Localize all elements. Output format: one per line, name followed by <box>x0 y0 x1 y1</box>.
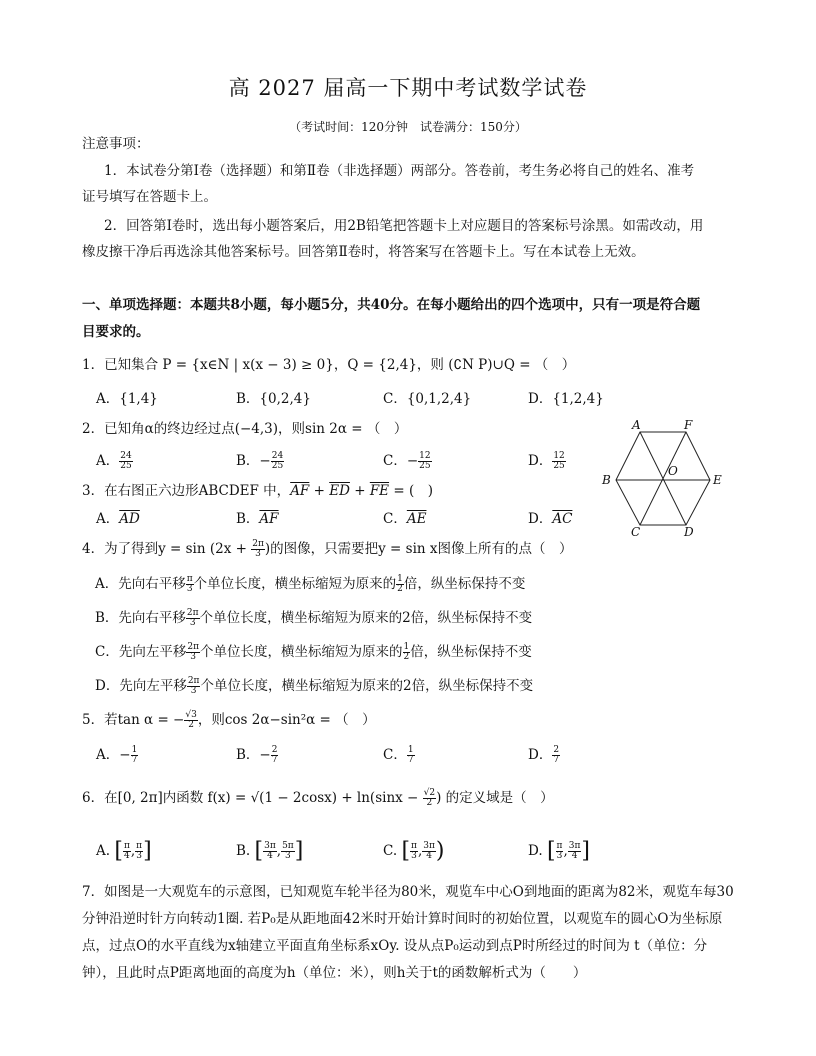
notice-item2-line2: 橡皮擦干净后再选涂其他答案标号。回答第Ⅱ卷时，将答案写在答题卡上。写在本试卷上无效。 <box>82 244 645 260</box>
q4-option-b: B．先向右平移 $\frac{2\pi}{3}$ 个单位长度，横坐标缩短为原来的2倍，纵坐标保持不变 <box>95 608 533 628</box>
hexagon-figure <box>598 418 728 538</box>
q2-option-c: C．− $\frac{12}{25}$ <box>383 451 431 471</box>
q5-option-d: D． $\frac{2}{7}$ <box>528 745 560 765</box>
notice-item1-line2: 证号填写在答题卡上。 <box>82 189 217 205</box>
q7-line2: 分钟沿逆时针方向转动1圈. 若P₀是从距地面42米时开始计算时间时的初始位置，以观览车的圆心O为坐标原 <box>82 911 723 927</box>
q2-option-a: A． $\frac{24}{25}$ <box>96 451 132 471</box>
q5-option-c: C． $\frac{1}{7}$ <box>383 745 414 765</box>
q3-option-b: B．$\overline{AF}$ <box>236 511 279 527</box>
q4-stem: 4．为了得到y = sin (2x + $\frac{2\pi}{3}$ )的图像，只需要把y = sin x图像上所有的点（ ） <box>82 539 573 559</box>
q5-option-a: A．− $\frac{1}{7}$ <box>96 745 138 765</box>
q6-option-c: C. [ $\frac{\pi}{3}$ , $\frac{3\pi}{4}$ ) <box>383 838 445 864</box>
notice-heading: 注意事项： <box>82 136 150 152</box>
q7-line4: 钟），且此时点P距离地面的高度为h（单位：米），则h关于t的函数解析式为（ ） <box>82 965 587 981</box>
q4-option-a: A．先向右平移 $\frac{\pi}{3}$ 个单位长度，横坐标缩短为原来的 $\frac{1}{2}$ 倍，纵坐标保持不变 <box>95 574 526 594</box>
hex-label-a: A <box>632 418 641 432</box>
section1-heading-line2: 目要求的。 <box>82 324 150 340</box>
exam-title: 高 2027 届高一下期中考试数学试卷 <box>228 76 588 100</box>
q2-stem: 2．已知角α的终边经过点(−4,3)，则sin 2α = （ ） <box>82 421 408 437</box>
hex-label-c: C <box>631 525 641 538</box>
q1-option-d: D．{1,2,4} <box>528 391 604 407</box>
q5-option-b: B．− $\frac{2}{7}$ <box>236 745 278 765</box>
hex-label-o: O <box>668 464 678 478</box>
q6-option-d: D. [ $\frac{\pi}{3}$ , $\frac{3\pi}{4}$ ] <box>528 838 590 864</box>
q3-option-c: C．$\overline{AE}$ <box>383 511 427 527</box>
q1-stem: 1．已知集合 P = {x∈N | x(x − 3) ≥ 0}，Q = {2,4}，则 (∁N P)∪Q = （ ） <box>82 357 576 373</box>
q3-option-d: D．$\overline{AC}$ <box>528 511 573 527</box>
hex-label-d: D <box>684 525 694 538</box>
q7-line3: 点，过点O的水平直线为x轴建立平面直角坐标系xOy. 设从点P₀运动到点P时所经过的时间为 t（单位：分 <box>82 938 708 954</box>
q1-option-c: C．{0,1,2,4} <box>383 391 472 407</box>
q4-option-d: D．先向左平移 $\frac{2\pi}{3}$ 个单位长度，横坐标缩短为原来的2倍，纵坐标保持不变 <box>95 676 534 696</box>
notice-item1-line1: 1．本试卷分第Ⅰ卷（选择题）和第Ⅱ卷（非选择题）两部分。答卷前，考生务必将自己的姓名、准考 <box>104 163 695 179</box>
q3-option-a: A．$\overline{AD}$ <box>96 511 140 527</box>
hex-label-e: E <box>713 473 722 487</box>
q5-stem: 5．若tan α = − $\frac{√3}{2}$ ，则cos 2α−sin²α = （ ） <box>82 710 376 730</box>
exam-subtitle: （考试时间：120分钟 试卷满分：150分） <box>289 120 527 134</box>
q2-option-d: D． $\frac{12}{25}$ <box>528 451 565 471</box>
hex-label-b: B <box>602 473 611 487</box>
q6-stem: 6．在[0, 2π]内函数 f(x) = √(1 − 2cosx) + ln(sinx − $\frac{√2}{2}$ ) 的定义域是（ ） <box>82 788 554 808</box>
q4-option-c: C．先向左平移 $\frac{2\pi}{3}$ 个单位长度，横坐标缩短为原来的 $\frac{1}{2}$ 倍，纵坐标保持不变 <box>95 642 532 662</box>
hex-label-f: F <box>684 418 693 432</box>
q1-option-a: A．{1,4} <box>96 391 158 407</box>
q2-option-b: B．− $\frac{24}{25}$ <box>236 451 284 471</box>
q6-option-a: A. [ $\frac{\pi}{4}$ , $\frac{\pi}{3}$ ] <box>96 838 152 864</box>
q1-option-b: B．{0,2,4} <box>236 391 311 407</box>
q3-stem: 3．在右图正六边形ABCDEF 中，$\overline{AF} + \overline{ED} + \overline{FE}$ = ( ) <box>82 483 433 499</box>
q6-option-b: B. [ $\frac{3\pi}{4}$ , $\frac{5\pi}{3}$ ] <box>236 838 304 864</box>
section1-heading-line1: 一、单项选择题：本题共8小题，每小题5分，共40分。在每小题给出的四个选项中，只有一项是符合题 <box>82 297 701 313</box>
q7-line1: 7．如图是一大观览车的示意图，已知观览车轮半径为80米，观览车中心O到地面的距离为82米，观览车每30 <box>82 884 734 900</box>
notice-item2-line1: 2．回答第Ⅰ卷时，选出每小题答案后，用2B铅笔把答题卡上对应题目的答案标号涂黑。如需改动，用 <box>104 218 704 234</box>
